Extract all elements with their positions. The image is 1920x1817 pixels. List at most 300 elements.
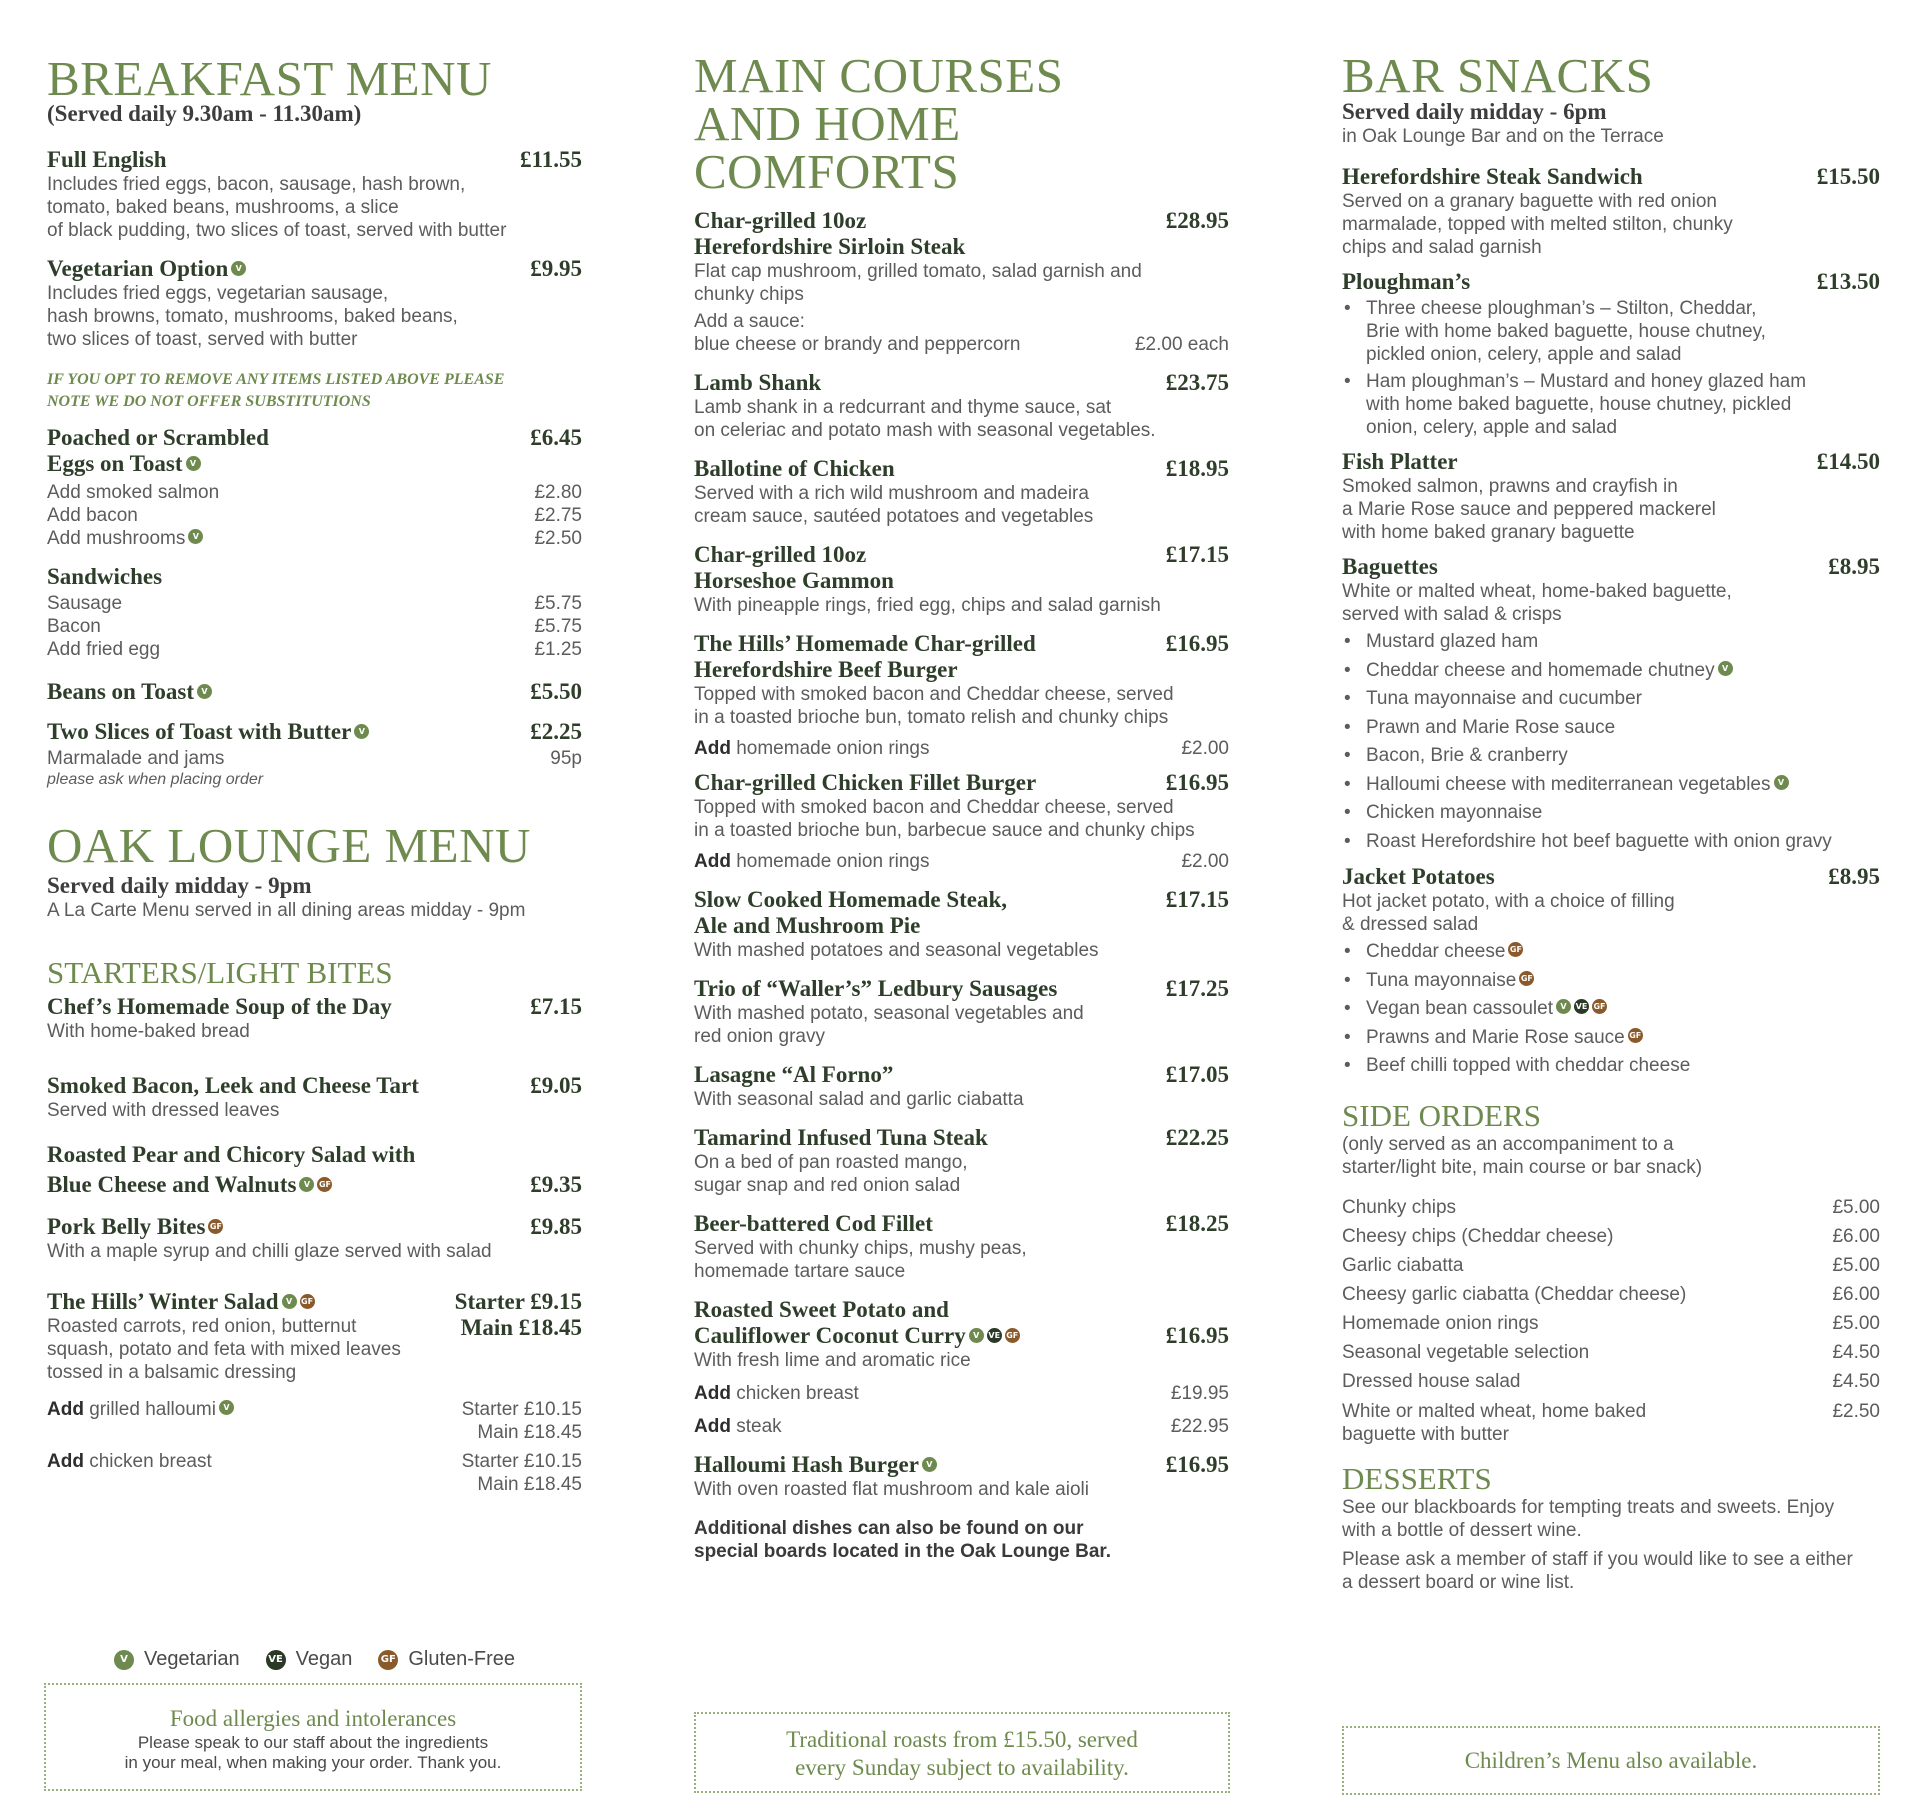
item-price: £8.95 [1828, 864, 1880, 889]
item-description: marmalade, topped with melted stilton, chunky [1342, 214, 1733, 235]
list-label: Bacon [47, 616, 101, 637]
addon-price: Starter £10.15 [461, 1399, 582, 1420]
side-item [1342, 1222, 1880, 1251]
side-label: Garlic ciabatta [1342, 1254, 1464, 1276]
item-name: Herefordshire Sirloin Steak [694, 234, 966, 259]
list-item: • Bacon, Brie & cranberry [1342, 742, 1880, 771]
item-name: Slow Cooked Homemade Steak, [694, 887, 1008, 912]
side-price: £2.50 [1832, 1400, 1880, 1422]
addon-row [694, 850, 1229, 873]
list-text: Vegan bean cassoulet [1366, 998, 1553, 1019]
gluten-free-icon: GF [208, 1219, 223, 1234]
item-name: Ploughman’s [1342, 269, 1471, 294]
item-description: on celeriac and potato mash with seasonal vegetables. [694, 420, 1156, 441]
addon-price: £2.50 [534, 528, 582, 549]
item-description: cream sauce, sautéed potatoes and vegetables [694, 506, 1094, 527]
side-price: £6.00 [1832, 1283, 1880, 1305]
starter-price: Starter £9.15 [454, 1289, 582, 1314]
item-description: With seasonal salad and garlic ciabatta [694, 1089, 1024, 1110]
addon-row [47, 1450, 582, 1496]
legend-label: Vegan [295, 1648, 353, 1670]
menu-item-baguettes [1342, 554, 1880, 856]
item-name: Tamarind Infused Tuna Steak [694, 1125, 988, 1150]
item-description: Served on a granary baguette with red onion [1342, 191, 1717, 212]
item-description: of black pudding, two slices of toast, served with butter [47, 220, 507, 241]
gluten-free-icon: GF [300, 1294, 315, 1309]
addon-price: Main £18.45 [477, 1474, 582, 1495]
item-price: £17.25 [1165, 976, 1229, 1001]
gluten-free-icon: GF [1005, 1328, 1020, 1343]
list-item [1342, 967, 1880, 996]
side-label: Chunky chips [1342, 1196, 1457, 1218]
item-description: in a toasted brioche bun, barbecue sauce and chunky chips [694, 820, 1195, 841]
addon-price: £2.75 [534, 505, 582, 526]
menu-item-gammon [694, 542, 1229, 617]
list-item [1342, 657, 1880, 686]
item-description: With home-baked bread [47, 1021, 250, 1042]
addon-row [47, 481, 582, 504]
note-line: Additional dishes can also be found on our [694, 1518, 1084, 1539]
addon-row [47, 527, 582, 550]
allergy-title: Food allergies and intolerances [169, 1706, 457, 1731]
item-description: Served with chunky chips, mushy peas, [694, 1238, 1027, 1259]
list-item: • Mustard glazed ham [1342, 628, 1880, 657]
side-label: Dressed house salad [1342, 1370, 1521, 1392]
list-text: Ham ploughman’s – Mustard and honey glazed ham [1366, 371, 1807, 392]
desserts-title: DESSERTS [1342, 1460, 1492, 1496]
list-price: 95p [550, 748, 582, 769]
item-price: £17.05 [1165, 1062, 1229, 1087]
list-item [1342, 771, 1880, 800]
breakfast-served: (Served daily 9.30am - 11.30am) [47, 101, 362, 126]
item-description: With fresh lime and aromatic rice [694, 1350, 971, 1371]
item-description: With oven roasted flat mushroom and kale aioli [694, 1479, 1089, 1500]
list-text: Three cheese ploughman’s – Stilton, Cheddar, [1366, 298, 1757, 319]
allergy-box [44, 1683, 582, 1791]
item-name: Herefordshire Beef Burger [694, 657, 958, 682]
item-price: £9.95 [530, 256, 582, 281]
item-description: served with salad & crisps [1342, 604, 1562, 625]
side-label: baguette with butter [1342, 1423, 1509, 1445]
vegan-icon: VE [266, 1650, 286, 1670]
addon-label: Add smoked salmon [47, 482, 220, 503]
item-description: Topped with smoked bacon and Cheddar cheese, served [694, 684, 1174, 705]
note-line: NOTE WE DO NOT OFFER SUBSTITUTIONS [47, 393, 371, 410]
item-description: Includes fried eggs, bacon, sausage, hash brown, [47, 174, 466, 195]
item-price: £22.25 [1165, 1125, 1229, 1150]
menu-item-winter-salad [47, 1289, 582, 1496]
item-description: tomato, baked beans, mushrooms, a slice [47, 197, 399, 218]
list-text: Tuna mayonnaise [1366, 969, 1517, 991]
menu-item-lamb-shank [694, 370, 1229, 442]
item-price: £23.75 [1165, 370, 1229, 395]
item-price: £8.95 [1828, 554, 1880, 579]
side-item [1342, 1400, 1880, 1446]
item-name: Lamb Shank [694, 370, 822, 395]
item-description: On a bed of pan roasted mango, [694, 1152, 968, 1173]
item-price: £15.50 [1816, 164, 1880, 189]
list-text: Cheddar cheese [1366, 941, 1506, 962]
starters-title: STARTERS/LIGHT BITES [47, 955, 393, 990]
addon-label: Add mushrooms [47, 528, 186, 549]
item-description: tossed in a balsamic dressing [47, 1362, 297, 1383]
add-label: Add [47, 1451, 84, 1472]
item-name: Chef’s Homemade Soup of the Day [47, 994, 392, 1019]
oak-lounge-served: Served daily midday - 9pm [47, 873, 312, 898]
list-item [1342, 297, 1880, 366]
vegetarian-icon: V [114, 1650, 134, 1670]
menu-item-toast [47, 719, 582, 790]
addon-label: Add bacon [47, 505, 138, 526]
item-price: £16.95 [1165, 631, 1229, 656]
list-item [47, 592, 582, 615]
item-description: With a maple syrup and chilli glaze served with salad [47, 1241, 492, 1262]
item-description: Topped with smoked bacon and Cheddar cheese, served [694, 797, 1174, 818]
item-description: Served with dressed leaves [47, 1100, 280, 1121]
list-text: Halloumi cheese with mediterranean vegetables [1366, 773, 1771, 795]
item-description: Lamb shank in a redcurrant and thyme sauce, sat [694, 397, 1112, 418]
side-price: £5.00 [1832, 1312, 1880, 1334]
item-description: Smoked salmon, prawns and crayfish in [1342, 476, 1678, 497]
gluten-free-icon: GF [1628, 1028, 1643, 1043]
side-label: Homemade onion rings [1342, 1312, 1539, 1334]
addon-row [47, 504, 582, 527]
bar-served: Served daily midday - 6pm [1342, 99, 1607, 124]
roasts-text: Traditional roasts from £15.50, served [786, 1727, 1138, 1752]
side-price: £5.00 [1832, 1254, 1880, 1276]
additional-dishes-note [694, 1517, 1229, 1563]
item-description: squash, potato and feta with mixed leaves [47, 1339, 401, 1360]
item-name: Baguettes [1342, 554, 1438, 579]
menu-item-lasagne [694, 1062, 1229, 1111]
item-name: Pork Belly Bites [47, 1214, 206, 1239]
item-description: Includes fried eggs, vegetarian sausage, [47, 283, 389, 304]
item-name: Roasted Pear and Chicory Salad with [47, 1142, 416, 1167]
desserts-text: with a bottle of dessert wine. [1342, 1519, 1582, 1541]
item-name: Fish Platter [1342, 449, 1458, 474]
menu-item-soup [47, 994, 582, 1043]
note-line: IF YOU OPT TO REMOVE ANY ITEMS LISTED ABOVE PLEASE [47, 371, 505, 388]
item-description: hash browns, tomato, mushrooms, baked beans, [47, 306, 458, 327]
list-label: Marmalade and jams [47, 748, 225, 769]
add-label: Add [694, 1416, 731, 1437]
addon-label: grilled halloumi [89, 1399, 216, 1420]
item-price: £18.95 [1165, 456, 1229, 481]
item-name: Char-grilled 10oz [694, 542, 867, 567]
sauce-label: Add a sauce: [694, 311, 805, 332]
menu-item-halloumi-burger [694, 1452, 1229, 1501]
item-name: Ale and Mushroom Pie [694, 913, 921, 938]
mains-title: MAIN COURSES [694, 48, 1064, 103]
item-description: homemade tartare sauce [694, 1261, 906, 1282]
vegetarian-icon: V [186, 456, 201, 471]
item-description: chips and salad garnish [1342, 237, 1542, 258]
side-item [1342, 1338, 1880, 1367]
list-item: • Chicken mayonnaise [1342, 799, 1880, 828]
item-price: £13.50 [1816, 269, 1880, 294]
side-item [1342, 1367, 1880, 1396]
item-name: Char-grilled Chicken Fillet Burger [694, 770, 1037, 795]
side-item [1342, 1309, 1880, 1338]
note-line: special boards located in the Oak Lounge Bar. [694, 1541, 1112, 1562]
oak-lounge-title: OAK LOUNGE MENU [47, 818, 531, 873]
item-price: £16.95 [1165, 770, 1229, 795]
legend-vegetarian [114, 1648, 240, 1671]
menu-item-beans-on-toast [47, 679, 582, 705]
side-orders-title: SIDE ORDERS [1342, 1097, 1541, 1133]
addon-label: chicken breast [89, 1451, 212, 1472]
item-description: Roasted carrots, red onion, butternut [47, 1316, 357, 1337]
addon-label: homemade onion rings [736, 851, 930, 872]
item-description: chunky chips [694, 284, 804, 305]
add-label: Add [47, 1399, 84, 1420]
item-price: £17.15 [1165, 887, 1229, 912]
legend-vegan [266, 1648, 353, 1671]
children-menu-text: Children’s Menu also available. [1464, 1748, 1758, 1773]
list-item [47, 638, 582, 661]
gluten-free-icon: GF [1519, 971, 1534, 986]
vegetarian-icon: V [282, 1294, 297, 1309]
roasts-text: every Sunday subject to availability. [795, 1755, 1129, 1780]
side-item [1342, 1193, 1880, 1222]
item-description: sugar snap and red onion salad [694, 1175, 961, 1196]
order-note: please ask when placing order [47, 771, 264, 788]
main-courses-column [694, 50, 1229, 1563]
list-item [1342, 370, 1880, 439]
legend-label: Vegetarian [143, 1648, 240, 1670]
item-name: Lasagne “Al Forno” [694, 1062, 894, 1087]
legend-label: Gluten-Free [408, 1648, 516, 1670]
item-description: with home baked granary baguette [1342, 522, 1635, 543]
side-item [1342, 1280, 1880, 1309]
item-price: £9.35 [530, 1172, 582, 1197]
side-orders-list [1342, 1193, 1880, 1446]
side-label: Cheesy chips (Cheddar cheese) [1342, 1225, 1614, 1247]
list-item [47, 747, 582, 770]
item-name: The Hills’ Homemade Char-grilled [694, 631, 1036, 656]
list-item: • Beef chilli topped with cheddar cheese [1342, 1052, 1880, 1081]
list-price: £1.25 [534, 639, 582, 660]
children-menu-box [1342, 1726, 1880, 1795]
gluten-free-icon: GF [378, 1650, 398, 1670]
item-name: Poached or Scrambled [47, 425, 269, 450]
vegetarian-icon: V [354, 724, 369, 739]
item-price: £17.15 [1165, 542, 1229, 567]
breakfast-title: BREAKFAST MENU [47, 51, 492, 106]
item-name: Char-grilled 10oz [694, 208, 867, 233]
side-item [1342, 1251, 1880, 1280]
addon-price: £2.00 each [1134, 334, 1229, 355]
item-name: Roasted Sweet Potato and [694, 1297, 949, 1322]
vegetarian-icon: V [1774, 775, 1789, 790]
list-text: Cheddar cheese and homemade chutney [1366, 659, 1715, 681]
item-description: With pineapple rings, fried egg, chips and salad garnish [694, 595, 1161, 616]
mains-title: AND HOME COMFORTS [694, 96, 961, 199]
addon-price: £2.00 [1181, 738, 1229, 759]
vegetarian-icon: V [299, 1177, 314, 1192]
list-price: £5.75 [534, 593, 582, 614]
breakfast-column [47, 50, 582, 1496]
gluten-free-icon: GF [317, 1177, 332, 1192]
addon-price: £19.95 [1170, 1383, 1229, 1404]
list-text: Brie with home baked baguette, house chutney, [1366, 321, 1766, 342]
addon-row [694, 1382, 1229, 1405]
menu-item-jacket-potatoes [1342, 864, 1880, 1081]
vegetarian-icon: V [231, 261, 246, 276]
menu-item-pork-belly [47, 1214, 582, 1263]
side-label: Cheesy garlic ciabatta (Cheddar cheese) [1342, 1283, 1687, 1305]
addon-row [694, 1415, 1229, 1438]
list-item [1342, 938, 1880, 967]
addon-price: Main £18.45 [477, 1422, 582, 1443]
side-price: £6.00 [1832, 1225, 1880, 1247]
side-price: £4.50 [1832, 1341, 1880, 1363]
item-price: £14.50 [1816, 449, 1880, 474]
add-label: Add [694, 1383, 731, 1404]
menu-item-steak-sandwich [1342, 164, 1880, 259]
item-name: Eggs on Toast [47, 451, 183, 476]
menu-item-tuna-steak [694, 1125, 1229, 1197]
list-text: Prawns and Marie Rose sauce [1366, 1026, 1625, 1048]
item-name: Beans on Toast [47, 679, 195, 704]
list-text: with home baked baguette, house chutney, pickled [1366, 394, 1792, 415]
addon-row [47, 1398, 582, 1444]
item-description: & dressed salad [1342, 914, 1479, 935]
gluten-free-icon: GF [1508, 942, 1523, 957]
item-description: Flat cap mushroom, grilled tomato, salad garnish and [694, 261, 1142, 282]
menu-item-steak-pie [694, 887, 1229, 962]
menu-item-vegetarian-option [47, 256, 582, 351]
bar-snacks-column [1342, 50, 1880, 1594]
item-name: The Hills’ Winter Salad [47, 1289, 279, 1314]
item-name: Full English [47, 147, 167, 172]
vegetarian-icon: V [188, 529, 203, 544]
legend-gluten-free [378, 1648, 515, 1671]
addon-label: chicken breast [736, 1383, 859, 1404]
vegetarian-icon: V [1556, 999, 1571, 1014]
addon-price: £22.95 [1170, 1416, 1229, 1437]
allergy-text: in your meal, when making your order. Thank you. [124, 1753, 502, 1772]
item-description: Served with a rich wild mushroom and madeira [694, 483, 1089, 504]
list-item [1342, 995, 1880, 1024]
side-price: £4.50 [1832, 1370, 1880, 1392]
side-price: £5.00 [1832, 1196, 1880, 1218]
menu-item-chicken-burger [694, 770, 1229, 873]
item-description: With mashed potato, seasonal vegetables and [694, 1003, 1084, 1024]
item-price: £28.95 [1165, 208, 1229, 233]
main-price: Main £18.45 [460, 1315, 582, 1340]
addon-label: steak [736, 1416, 782, 1437]
item-name: Jacket Potatoes [1342, 864, 1495, 889]
addon-price: Starter £10.15 [461, 1451, 582, 1472]
add-label: Add [694, 738, 731, 759]
list-item [47, 615, 582, 638]
menu-item-tart [47, 1073, 582, 1122]
allergy-text: Please speak to our staff about the ingredients [137, 1733, 489, 1752]
dietary-legend [47, 1648, 582, 1671]
desserts-text: a dessert board or wine list. [1342, 1571, 1575, 1593]
item-price: £7.15 [530, 994, 582, 1019]
side-label: White or malted wheat, home baked [1342, 1400, 1647, 1422]
item-description: in a toasted brioche bun, tomato relish and chunky chips [694, 707, 1169, 728]
item-price: £11.55 [520, 147, 582, 172]
menu-item-coconut-curry [694, 1297, 1229, 1438]
item-name: Cauliflower Coconut Curry [694, 1323, 966, 1348]
side-label: Seasonal vegetable selection [1342, 1341, 1590, 1363]
addon-label: blue cheese or brandy and peppercorn [694, 334, 1021, 355]
gluten-free-icon: GF [1592, 999, 1607, 1014]
item-price: £16.95 [1165, 1323, 1229, 1348]
item-price: £5.50 [530, 679, 582, 704]
list-item [1342, 1024, 1880, 1053]
bar-sub: in Oak Lounge Bar and on the Terrace [1342, 126, 1664, 147]
item-price: £9.85 [530, 1214, 582, 1239]
list-item: • Prawn and Marie Rose sauce [1342, 714, 1880, 743]
menu-item-sandwiches [47, 564, 582, 661]
item-name: Two Slices of Toast with Butter [47, 719, 352, 744]
menu-item-ballotine-chicken [694, 456, 1229, 528]
vegetarian-icon: V [1718, 661, 1733, 676]
vegan-icon: VE [1574, 999, 1589, 1014]
item-price: £18.25 [1165, 1211, 1229, 1236]
side-orders-sub: starter/light bite, main course or bar snack) [1342, 1156, 1703, 1178]
addon-row [694, 737, 1229, 760]
vegetarian-icon: V [922, 1457, 937, 1472]
list-item: • Roast Herefordshire hot beef baguette with onion gravy [1342, 828, 1880, 857]
item-name: Vegetarian Option [47, 256, 229, 281]
item-name: Blue Cheese and Walnuts [47, 1172, 297, 1197]
list-label: Sausage [47, 593, 123, 614]
vegetarian-icon: V [197, 684, 212, 699]
add-label: Add [694, 851, 731, 872]
list-price: £5.75 [534, 616, 582, 637]
menu-item-full-english [47, 147, 582, 242]
item-name: Herefordshire Steak Sandwich [1342, 164, 1643, 189]
item-description: Hot jacket potato, with a choice of filling [1342, 891, 1675, 912]
item-name: Sandwiches [47, 564, 163, 589]
item-price: £6.45 [530, 425, 582, 450]
item-description: a Marie Rose sauce and peppered mackerel [1342, 499, 1716, 520]
item-name: Smoked Bacon, Leek and Cheese Tart [47, 1073, 419, 1098]
vegetarian-icon: V [969, 1328, 984, 1343]
addon-price: £2.00 [1181, 851, 1229, 872]
item-description: two slices of toast, served with butter [47, 329, 358, 350]
item-name: Trio of “Waller’s” Ledbury Sausages [694, 976, 1058, 1001]
item-description: With mashed potatoes and seasonal vegetables [694, 940, 1099, 961]
item-name: Halloumi Hash Burger [694, 1452, 919, 1477]
addon-price: £2.80 [534, 482, 582, 503]
menu-item-eggs-on-toast [47, 425, 582, 550]
list-text: pickled onion, celery, apple and salad [1366, 344, 1682, 365]
item-price: £2.25 [530, 719, 582, 744]
item-price: £16.95 [1165, 1452, 1229, 1477]
vegan-icon: VE [987, 1328, 1002, 1343]
item-name: Ballotine of Chicken [694, 456, 895, 481]
roasts-box [694, 1712, 1230, 1793]
menu-item-fish-platter [1342, 449, 1880, 544]
addon-row [694, 333, 1229, 356]
menu-item-pear-salad [47, 1142, 582, 1198]
menu-item-cod-fillet [694, 1211, 1229, 1283]
item-description: red onion gravy [694, 1026, 825, 1047]
vegetarian-icon: V [219, 1400, 234, 1415]
list-text: onion, celery, apple and salad [1366, 417, 1618, 438]
side-orders-sub: (only served as an accompaniment to a [1342, 1133, 1674, 1155]
item-description: White or malted wheat, home-baked baguette, [1342, 581, 1732, 602]
oak-lounge-sub: A La Carte Menu served in all dining areas midday - 9pm [47, 900, 526, 921]
item-name: Beer-battered Cod Fillet [694, 1211, 933, 1236]
menu-item-sirloin-steak [694, 208, 1229, 356]
